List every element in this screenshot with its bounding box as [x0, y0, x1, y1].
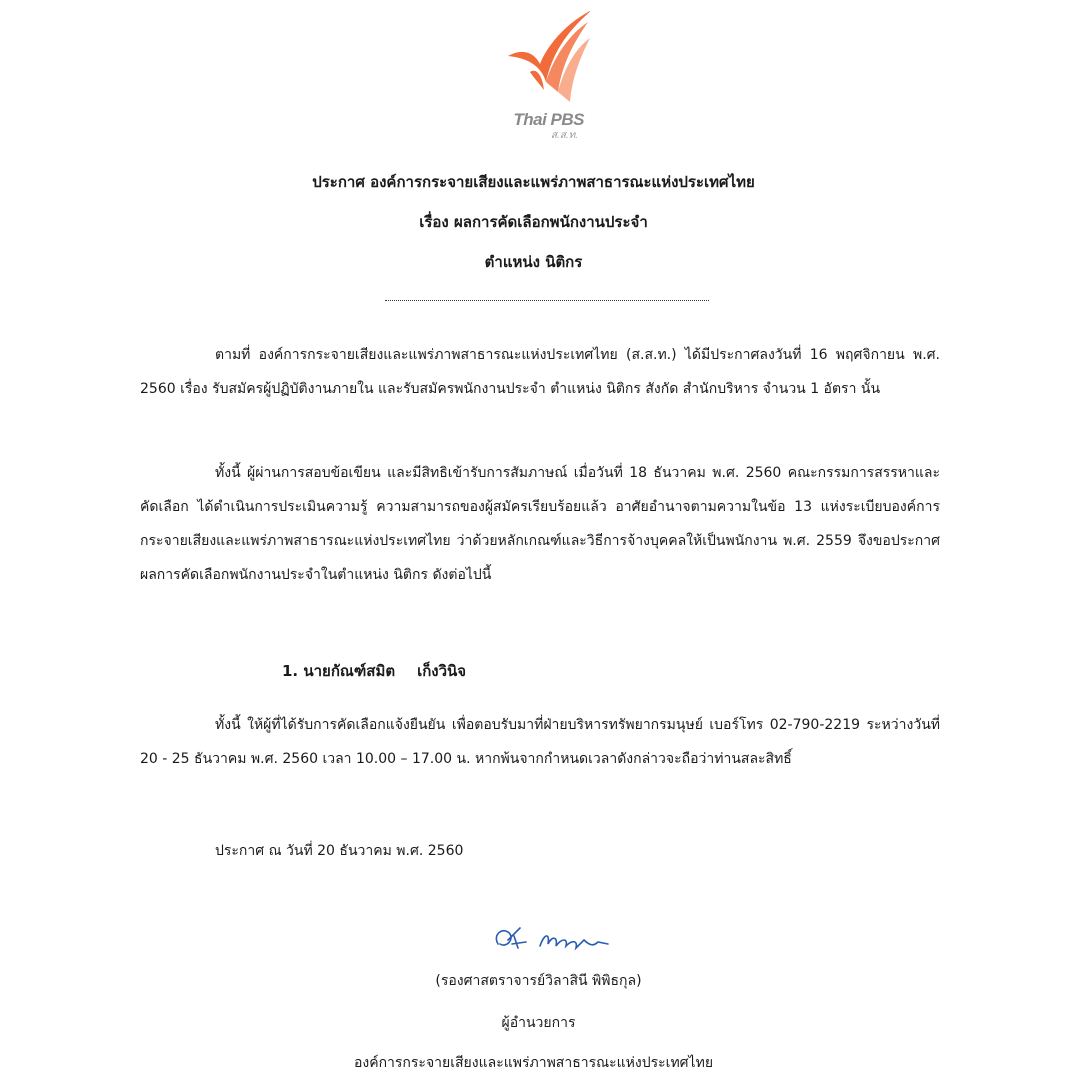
signatory-organization: องค์การกระจายเสียงและแพร่ภาพสาธารณะแห่งประเทศไทย	[353, 1055, 714, 1071]
body-paragraph-1	[140, 338, 940, 406]
paragraph-2-text: ทั้งนี้ ผู้ผ่านการสอบข้อเขียน และมีสิทธิเข้ารับการสัมภาษณ์ เมื่อวันที่ 18 ธันวาคม พ.ศ. 2560 คณะกรรมการสรรหาและคัดเลือก ได้ดำเนินการประเมินความรู้ ความสามารถของผู้สมัครเรียบร้อยแล้ว อาศัยอำนาจตามความในข้อ 13 แห่งระเบียบองค์การกระจายเสียงและแพร่ภาพสาธารณะแห่งประเทศไทย ว่าด้วยหลักเกณฑ์และวิธีการจ้างบุคคลให้เป็นพนักงาน พ.ศ. 2559 จึงขอประกาศผลการคัดเลือกพนักงานประจำในตำแหน่ง นิติกร ดังต่อไปนี้	[140, 465, 940, 583]
bird-wing-icon	[500, 8, 590, 108]
thai-pbs-logo	[494, 8, 594, 141]
candidate-last-name: เก็งวินิจ	[417, 662, 467, 680]
announcement-subject: เรื่อง ผลการคัดเลือกพนักงานประจำ	[419, 213, 648, 231]
candidate-first-name: นายกัณฑ์สมิต	[303, 662, 396, 680]
dotted-divider	[385, 300, 709, 301]
candidate-number: 1.	[282, 662, 299, 680]
handwritten-signature	[490, 922, 620, 960]
selected-candidate	[282, 659, 466, 683]
paragraph-1-text: ตามที่ องค์การกระจายเสียงและแพร่ภาพสาธารณะแห่งประเทศไทย (ส.ส.ท.) ได้มีประกาศลงวันที่ 16 พฤศจิกายน พ.ศ. 2560 เรื่อง รับสมัครผู้ปฏิบัติงานภายใน และรับสมัครพนักงานประจำ ตำแหน่ง นิติกร สังกัด สำนักบริหาร จำนวน 1 อัตรา นั้น	[140, 347, 940, 397]
paragraph-3-text: ทั้งนี้ ให้ผู้ที่ได้รับการคัดเลือกแจ้งยืนยัน เพื่อตอบรับมาที่ฝ่ายบริหารทรัพยากรมนุษย์ เบอร์โทร 02-790-2219 ระหว่างวันที่ 20 - 25 ธันวาคม พ.ศ. 2560 เวลา 10.00 – 17.00 น. หากพ้นจากกำหนดเวลาดังกล่าวจะถือว่าท่านสละสิทธิ์	[140, 717, 940, 767]
logo-wordmark: Thai PBS	[513, 110, 584, 129]
announcement-date: ประกาศ ณ วันที่ 20 ธันวาคม พ.ศ. 2560	[215, 843, 464, 859]
body-paragraph-2	[140, 456, 940, 592]
signatory-title: ผู้อำนวยการ	[501, 1015, 576, 1031]
announcement-title: ประกาศ องค์การกระจายเสียงและแพร่ภาพสาธารณะแห่งประเทศไทย	[312, 173, 755, 191]
signatory-name: (รองศาสตราจารย์วิลาสินี พิพิธกุล)	[435, 973, 642, 989]
announcement-position: ตำแหน่ง นิติกร	[484, 253, 583, 271]
body-paragraph-3	[140, 708, 940, 776]
logo-subtext: ส.ส.ท.	[550, 130, 578, 141]
